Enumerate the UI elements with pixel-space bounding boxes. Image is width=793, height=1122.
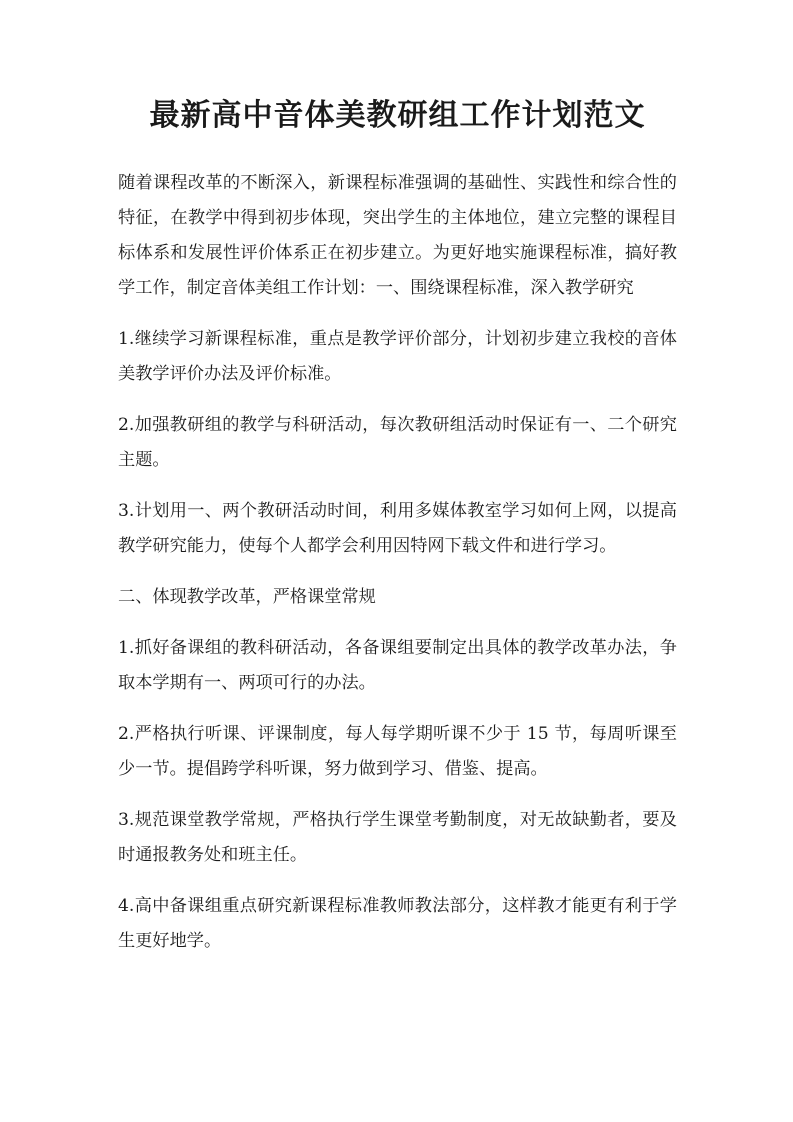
paragraph-1-3: 3.计划用一、两个教研活动时间，利用多媒体教室学习如何上网，以提高教学研究能力，使每个人都学会利用因特网下载文件和进行学习。 [118,501,677,556]
paragraph-2-4: 4.高中备课组重点研究新课程标准教师教法部分，这样教才能更有利于学生更好地学。 [118,896,677,951]
paragraph-1-1: 1.继续学习新课程标准，重点是教学评价部分，计划初步建立我校的音体美教学评价办法及评价标准。 [118,329,677,384]
section-heading-2: 二、体现教学改革，严格课堂常规 [118,587,376,607]
paragraph-2-2: 2.严格执行听课、评课制度，每人每学期听课不少于 15 节，每周听课至少一节。提倡跨学科听课，努力做到学习、借鉴、提高。 [118,724,677,779]
page-title: 最新高中音体美教研组工作计划范文 [149,98,646,133]
paragraph-2-3: 3.规范课堂教学常规，严格执行学生课堂考勤制度，对无故缺勤者，要及时通报教务处和班主任。 [118,810,677,865]
paragraph-1-2: 2.加强教研组的教学与科研活动，每次教研组活动时保证有一、二个研究主题。 [118,415,677,470]
intro-paragraph: 随着课程改革的不断深入，新课程标准强调的基础性、实践性和综合性的特征，在教学中得到初步体现，突出学生的主体地位，建立完整的课程目标体系和发展性评价体系正在初步建立。为更好地实施课程标准，搞好教学工作，制定音体美组工作计划：一、围绕课程标准，深入教学研究 [118,173,677,298]
paragraph-2-1: 1.抓好备课组的教科研活动，各备课组要制定出具体的教学改革办法，争取本学期有一、两项可行的办法。 [118,638,677,693]
